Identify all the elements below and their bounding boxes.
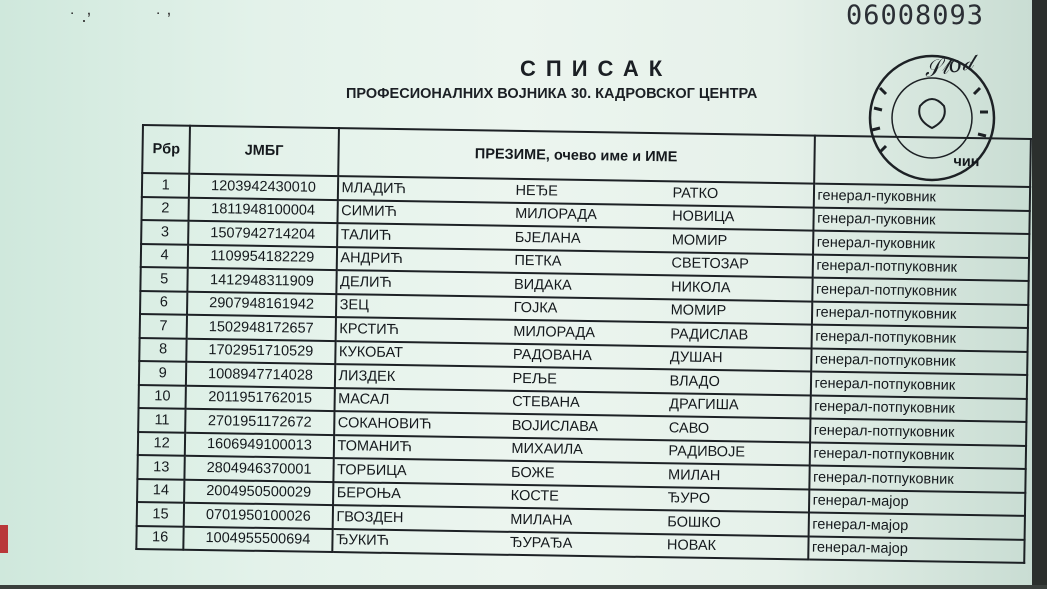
cell-father-name: МИХАИЛА xyxy=(511,441,584,459)
cell-rank: генерал-потпуковник xyxy=(811,325,1028,352)
cell-given-name: МОМИР xyxy=(671,232,728,249)
cell-surname: БЕРОЊА xyxy=(336,485,402,503)
cell-rb: 10 xyxy=(139,384,187,408)
cell-given-name: НОВИЦА xyxy=(672,208,735,226)
cell-father-name: РАДОВАНА xyxy=(512,347,593,365)
cell-rank: генерал-потпуковник xyxy=(812,254,1029,281)
cell-rank: генерал-потпуковник xyxy=(810,419,1027,446)
cell-father-name: ГОЈКА xyxy=(513,300,558,317)
cell-given-name: ВЛАДО xyxy=(669,373,720,390)
cell-surname: ТОМАНИЋ xyxy=(337,438,413,456)
cell-surname: МАСАЛ xyxy=(338,391,390,409)
cell-jmbg: 1811948100004 xyxy=(189,197,338,223)
cell-jmbg: 1109954182229 xyxy=(188,244,337,270)
red-edge-mark xyxy=(0,525,8,553)
cell-given-name: РАТКО xyxy=(672,185,719,202)
cell-given-name: БОШКО xyxy=(667,514,721,531)
cell-father-name: ЂУРАЂА xyxy=(509,535,573,553)
cell-rb: 15 xyxy=(137,502,185,526)
cell-jmbg: 0701950100026 xyxy=(184,503,333,529)
cell-rank: генерал-пуковник xyxy=(813,231,1030,258)
cell-jmbg: 1606949100013 xyxy=(185,432,334,458)
cell-rb: 6 xyxy=(140,290,188,314)
cell-father-name: ПЕТКА xyxy=(514,253,562,270)
cell-father-name: МИЛОРАДА xyxy=(513,323,596,341)
cell-father-name: МИЛОРАДА xyxy=(515,206,597,224)
cell-rb: 16 xyxy=(136,525,184,549)
cell-father-name: БОЖЕ xyxy=(510,464,555,482)
cell-jmbg: 1004955500694 xyxy=(184,526,333,552)
cell-surname: ЗЕЦ xyxy=(339,297,369,314)
header-rank: чин xyxy=(814,136,1031,187)
cell-rb: 7 xyxy=(140,314,188,338)
cell-rb: 9 xyxy=(139,361,187,385)
cell-rb: 14 xyxy=(137,478,185,502)
cell-rank: генерал-мајор xyxy=(808,536,1025,563)
cell-surname: ДЕЛИЋ xyxy=(339,273,393,291)
cell-rb: 4 xyxy=(141,244,189,268)
cell-given-name: ДРАГИША xyxy=(669,396,739,414)
cell-given-name: РАДИВОЈЕ xyxy=(668,443,746,461)
cell-surname: СИМИЋ xyxy=(341,203,398,221)
cell-rb: 8 xyxy=(139,337,187,361)
cell-jmbg: 2011951762015 xyxy=(186,385,335,411)
cell-rank: генерал-мајор xyxy=(809,489,1026,516)
header-jmbg: ЈМБГ xyxy=(190,126,339,176)
header-rb: Рбр xyxy=(142,125,190,174)
cell-rank: генерал-потпуковник xyxy=(811,301,1028,328)
cell-jmbg: 1507942714204 xyxy=(188,221,337,247)
cell-surname: ГВОЗДЕН xyxy=(336,508,404,526)
cell-father-name: БЈЕЛАНА xyxy=(514,229,581,247)
cell-jmbg: 1008947714028 xyxy=(186,362,335,388)
cell-rank: генерал-потпуковник xyxy=(811,348,1028,375)
cell-rb: 11 xyxy=(138,408,186,432)
cell-given-name: СВЕТОЗАР xyxy=(671,255,749,273)
scribble-marks: ˙ ·ʼ ˙ ʼ xyxy=(70,10,171,30)
cell-rb: 3 xyxy=(141,220,189,244)
cell-jmbg: 1702951710529 xyxy=(187,338,336,364)
cell-surname: ТАЛИЋ xyxy=(340,226,392,244)
cell-father-name: ВИДАКА xyxy=(513,276,572,294)
cell-father-name: КОСТЕ xyxy=(510,488,559,505)
cell-rb: 13 xyxy=(137,455,185,479)
cell-rb: 12 xyxy=(138,431,186,455)
cell-surname: КУКОБАТ xyxy=(338,344,404,362)
cell-rank: генерал-потпуковник xyxy=(812,278,1029,305)
cell-given-name: НОВАК xyxy=(666,537,717,555)
cell-rank: генерал-пуковник xyxy=(813,184,1030,211)
cell-jmbg: 1502948172657 xyxy=(187,315,336,341)
desk-edge xyxy=(0,585,1047,589)
cell-rank: генерал-потпуковник xyxy=(809,442,1026,469)
cell-jmbg: 1412948311909 xyxy=(188,268,337,294)
cell-father-name: РЕЉЕ xyxy=(512,370,558,388)
cell-given-name: РАДИСЛАВ xyxy=(670,326,749,344)
cell-surname: ТОРБИЦА xyxy=(336,461,407,479)
cell-surname: ЛИЗДЕК xyxy=(338,367,396,385)
document-title: СПИСАК xyxy=(520,56,673,81)
cell-jmbg: 2804946370001 xyxy=(185,456,334,482)
cell-given-name: МИЛАН xyxy=(667,467,721,484)
cell-jmbg: 2701951172672 xyxy=(186,409,335,435)
cell-surname: АНДРИЋ xyxy=(340,250,404,268)
cell-rank: генерал-потпуковник xyxy=(810,395,1027,422)
document-subtitle: ПРОФЕСИОНАЛНИХ ВОЈНИКА 30. КАДРОВСКОГ ЦЕНТРА xyxy=(346,86,758,102)
cell-given-name: ДУШАН xyxy=(669,349,723,367)
cell-jmbg: 1203942430010 xyxy=(189,174,338,200)
document-number: 06008093 xyxy=(846,0,985,31)
cell-rank: генерал-потпуковник xyxy=(810,372,1027,399)
cell-rank: генерал-мајор xyxy=(808,513,1025,540)
cell-surname: СОКАНОВИЋ xyxy=(337,414,432,433)
cell-jmbg: 2004950500029 xyxy=(184,479,333,505)
cell-father-name: СТЕВАНА xyxy=(512,394,580,412)
cell-father-name: НЕЂЕ xyxy=(515,182,559,200)
header-name: ПРЕЗИМЕ, очево име и ИМЕ xyxy=(338,128,815,183)
cell-jmbg: 2907948161942 xyxy=(187,291,336,317)
cell-given-name: ЂУРО xyxy=(667,490,711,508)
cell-rank: генерал-пуковник xyxy=(813,207,1030,234)
handwritten-signature: 𝒮𝓉𝑜𝒹 xyxy=(922,49,975,84)
cell-rank: генерал-потпуковник xyxy=(809,466,1026,493)
cell-given-name: МОМИР xyxy=(670,302,727,320)
cell-rb: 1 xyxy=(142,173,190,197)
cell-given-name: НИКОЛА xyxy=(670,279,731,297)
cell-surname: МЛАДИЋ xyxy=(341,179,407,197)
cell-father-name: ВОЈИСЛАВА xyxy=(511,417,599,435)
cell-surname: КРСТИЋ xyxy=(339,320,400,338)
personnel-table xyxy=(135,124,1032,564)
cell-given-name: САВО xyxy=(668,420,710,437)
cell-rb: 2 xyxy=(141,197,189,221)
cell-surname: ЂУКИЋ xyxy=(335,532,390,550)
cell-father-name: МИЛАНА xyxy=(510,511,573,529)
cell-rb: 5 xyxy=(140,267,188,291)
